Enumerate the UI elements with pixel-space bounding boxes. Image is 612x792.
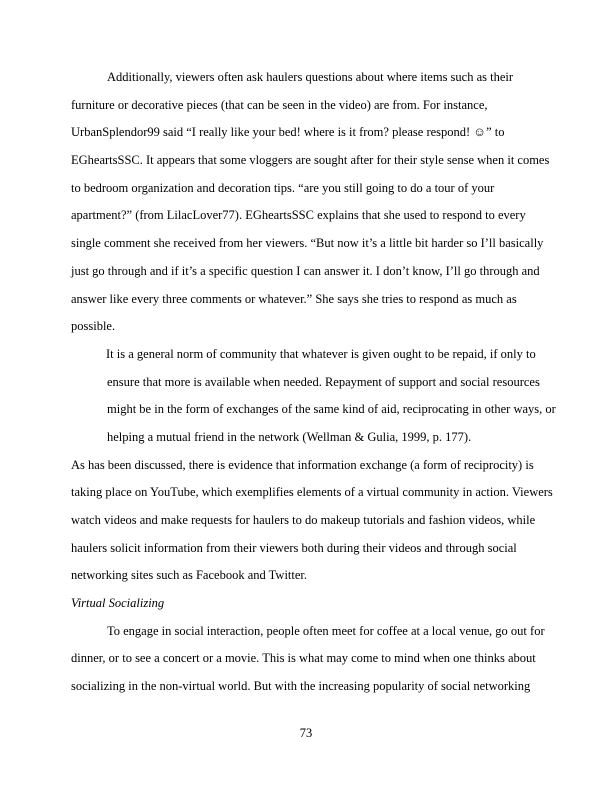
section-heading-virtual-socializing: Virtual Socializing	[71, 596, 165, 611]
text-line: just go through and if it’s a specific question I can answer it. I don’t know, I’ll go through and	[71, 263, 540, 278]
text-line: To engage in social interaction, people often meet for coffee at a local venue, go out for	[107, 623, 545, 638]
page-number: 73	[299, 726, 313, 740]
blockquote-wellman-gulia	[71, 341, 572, 452]
text-line: It is a general norm of community that whatever is given ought to be repaid, if only to	[106, 346, 536, 361]
text-line: taking place on YouTube, which exemplifies elements of a virtual community in action. Viewers	[71, 485, 553, 500]
text-line: answer like every three comments or whatever.” She says she tries to respond as much as	[71, 291, 517, 306]
text-line: apartment?” (from LilacLover77). EGheartsSSC explains that she used to respond to every	[71, 208, 526, 223]
paragraph-social-interaction	[71, 618, 572, 701]
text-line: networking sites such as Facebook and Twitter.	[71, 568, 308, 583]
text-line: to bedroom organization and decoration tips. “are you still going to do a tour of your	[71, 180, 495, 195]
text-line: Additionally, viewers often ask haulers questions about where items such as their	[107, 70, 514, 84]
paragraph-viewer-questions	[71, 64, 572, 341]
text-line: EGheartsSSC. It appears that some vloggers are sought after for their style sense when it comes	[71, 153, 550, 168]
text-line: dinner, or to see a concert or a movie. This is what may come to mind when one thinks about	[71, 651, 536, 666]
text-line: possible.	[71, 319, 116, 334]
text-line: socializing in the non-virtual world. But with the increasing popularity of social networking	[71, 679, 531, 694]
text-line: might be in the form of exchanges of the same kind of aid, reciprocating in other ways, or	[107, 402, 556, 417]
paragraph-information-exchange	[71, 452, 572, 590]
text-line: furniture or decorative pieces (that can be seen in the video) are from. For instance,	[71, 97, 488, 112]
text-line: helping a mutual friend in the network (Wellman & Gulia, 1999, p. 177).	[107, 429, 472, 444]
text-line: UrbanSplendor99 said “I really like your bed! where is it from? please respond! ☺” to	[71, 125, 505, 140]
text-line: As has been discussed, there is evidence that information exchange (a form of reciprocity) is	[71, 457, 534, 472]
text-line: single comment she received from her viewers. “But now it’s a little bit harder so I’ll basically	[71, 236, 544, 251]
page-content	[71, 64, 572, 701]
text-line: haulers solicit information from their viewers both during their videos and through social	[71, 540, 517, 555]
text-line: watch videos and make requests for haulers to do makeup tutorials and fashion videos, while	[71, 513, 536, 527]
text-line: ensure that more is available when needed. Repayment of support and social resources	[107, 374, 540, 389]
